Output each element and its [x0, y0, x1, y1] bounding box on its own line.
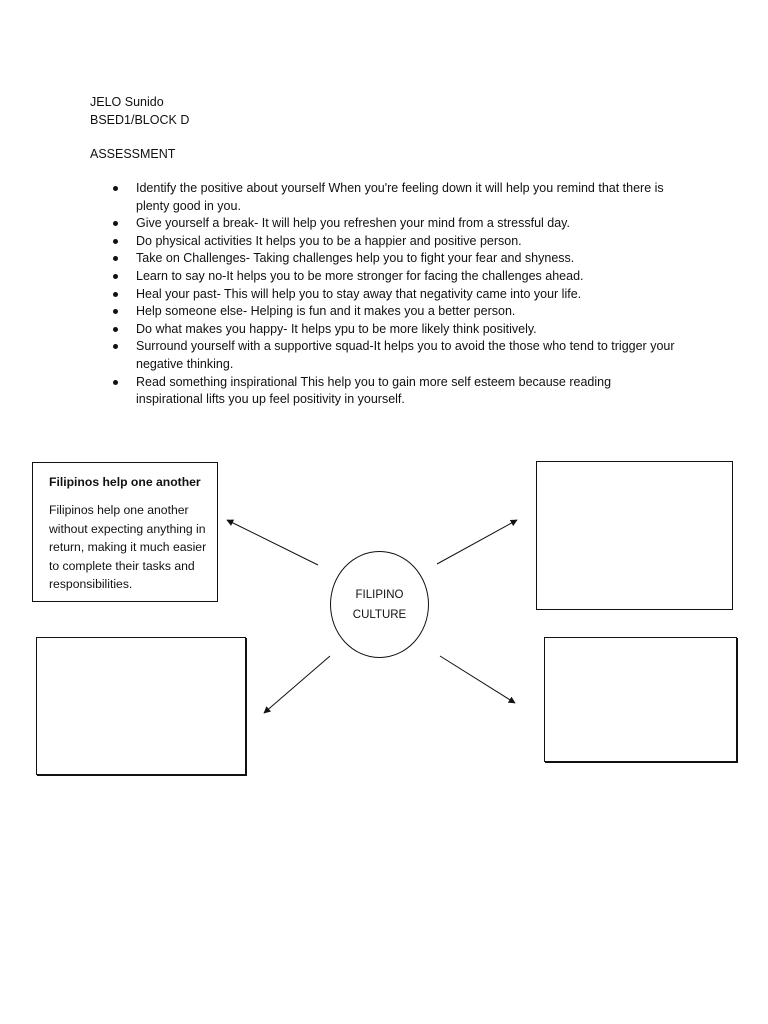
list-item-text: Heal your past- This will help you to stay away that negativity came into your life.: [136, 286, 582, 301]
box-top-left: [32, 462, 218, 602]
box-top-left-title: Filipinos help one another: [49, 475, 201, 489]
box-bottom-left: [36, 637, 246, 775]
list-item-text: Do what makes you happy- It helps ypu to be more likely think positively.: [136, 321, 537, 336]
box-bottom-right: [544, 637, 737, 762]
center-label-line-2: CULTURE: [352, 608, 407, 621]
box-top-right: [536, 461, 733, 610]
list-item-text: Give yourself a break- It will help you refreshen your mind from a stressful day.: [136, 216, 570, 231]
list-item-text: Help someone else- Helping is fun and it makes you a better person.: [136, 304, 516, 319]
list-item-text: Learn to say no-It helps you to be more stronger for facing the challenges ahead.: [136, 268, 584, 283]
list-item-text: Surround yourself with a supportive squad-It helps you to avoid the those who tend to trigger your negative thinking.: [136, 339, 675, 371]
arrow-to-top-left-box: [227, 520, 318, 565]
student-section: BSED1/BLOCK D: [90, 112, 190, 127]
center-circle: [330, 551, 429, 658]
student-name: JELO Sunido: [90, 95, 164, 109]
arrow-to-bottom-right-box: [440, 656, 515, 703]
arrow-to-bottom-left-box: [264, 656, 330, 713]
list-item-text: Take on Challenges- Taking challenges help you to fight your fear and shyness.: [136, 251, 575, 266]
list-item-text: Read something inspirational This help you to gain more self esteem because reading inspirational lifts you up feel positivity in yourself.: [136, 374, 612, 407]
list-item-text: Identify the positive about yourself When you're feeling down it will help you remind that there is plenty good in you.: [136, 181, 664, 213]
center-label-line-1: FILIPINO: [355, 588, 404, 601]
box-top-left-body: Filipinos help one another without expecting anything in return, making it much easier to complete their tasks and responsibilities.: [49, 503, 207, 591]
document-title: ASSESSMENT: [90, 147, 176, 161]
arrow-to-top-right-box: [437, 520, 517, 564]
list-item-text: Do physical activities It helps you to be a happier and positive person.: [136, 233, 522, 248]
